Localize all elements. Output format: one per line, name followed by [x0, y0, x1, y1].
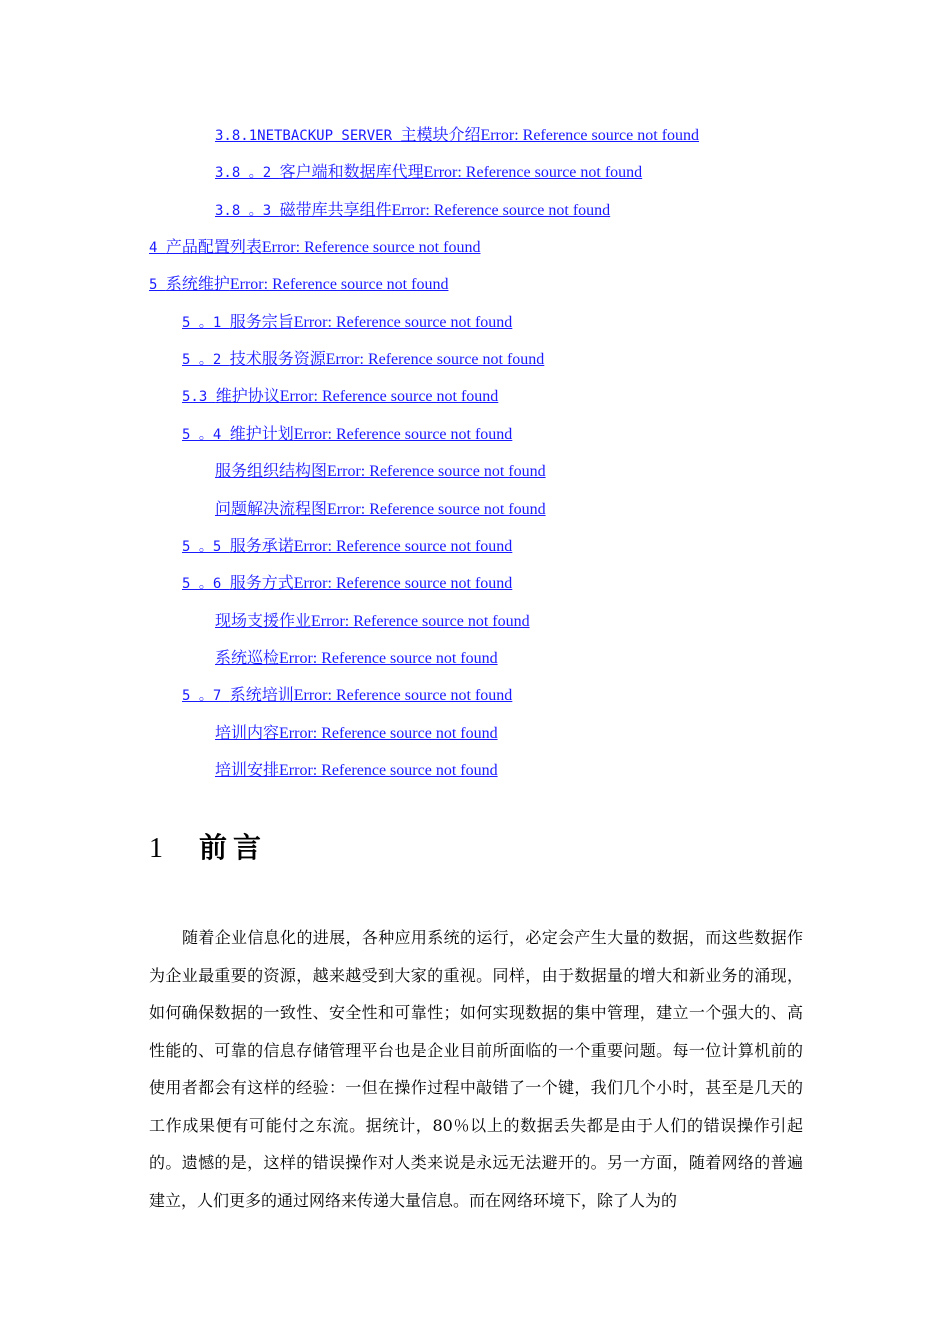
toc-entry-error: Error: Reference source not found — [293, 426, 513, 443]
toc-entry-number: 5 — [149, 277, 166, 293]
toc-entry-number: 4 — [149, 240, 166, 256]
toc-entry-number: 3.8 。2 — [215, 165, 280, 181]
toc-entry[interactable] — [182, 574, 512, 594]
toc-entry-error: Error: Reference source not found — [423, 164, 643, 181]
toc-entry[interactable] — [215, 761, 498, 781]
toc-entry-error: Error: Reference source not found — [279, 650, 498, 667]
toc-entry-number: 5 。6 — [182, 576, 230, 592]
toc-entry-title: 问题解决流程图 — [215, 501, 328, 518]
toc-entry-title: 培训安排 — [215, 762, 280, 779]
toc-entry-number: 5 。5 — [182, 539, 230, 555]
toc-entry[interactable] — [215, 612, 530, 632]
toc-entry[interactable] — [149, 275, 448, 295]
toc-entry-number: 5 。1 — [182, 315, 230, 331]
toc-entry[interactable] — [149, 238, 480, 258]
body-paragraph: 随着企业信息化的进展，各种应用系统的运行，必定会产生大量的数据，而这些数据作为企业最重要的资源，越来越受到大家的重视。同样，由于数据量的增大和新业务的涌现，如何确保数据的一致性、安全性和可靠性；如何实现数据的集中管理，建立一个强大的、高性能的、可靠的信息存储管理平台也是企业目前所面临的一个重要问题。每一位计算机前的使用者都会有这样的经验：一但在操作过程中敲错了一个键，我们几个小时，甚至是几天的工作成果便有可能付之东流。据统计，80％以上的数据丢失都是由于人们的错误操作引起的。遗憾的是，这样的错误操作对人类来说是永远无法避开的。另一方面，随着网络的普遍建立，人们更多的通过网络来传递大量信息。而在网络环境下，除了人为的 — [149, 928, 803, 1210]
toc-entry[interactable] — [215, 649, 498, 669]
toc-entry-title: 服务承诺 — [229, 538, 294, 555]
toc-entry-error: Error: Reference source not found — [229, 276, 449, 293]
toc-entry-number: 3.8 。3 — [215, 203, 280, 219]
toc-entry-title: 维护协议 — [215, 388, 280, 405]
toc-entry-title: 技术服务资源 — [229, 351, 326, 368]
toc-entry-title: 维护计划 — [229, 426, 294, 443]
toc-entry[interactable] — [182, 350, 544, 370]
toc-entry-error: Error: Reference source not found — [279, 725, 498, 742]
toc-entry-number: 3.8.1NETBACKUP SERVER — [215, 128, 401, 144]
toc-entry[interactable] — [215, 462, 546, 482]
toc-entry[interactable] — [215, 201, 610, 221]
toc-entry-number: 5 。2 — [182, 352, 230, 368]
toc-entry-error: Error: Reference source not found — [391, 202, 611, 219]
toc-entry-error: Error: Reference source not found — [293, 538, 513, 555]
toc-entry-number: 5 。4 — [182, 427, 230, 443]
section-heading — [149, 828, 267, 869]
toc-entry[interactable] — [215, 500, 546, 520]
toc-entry-number: 5 。7 — [182, 688, 230, 704]
toc-entry-title: 系统维护 — [165, 276, 230, 293]
toc-entry-error: Error: Reference source not found — [261, 239, 481, 256]
toc-entry-error: Error: Reference source not found — [293, 575, 513, 592]
toc-entry-title: 培训内容 — [215, 725, 280, 742]
toc-entry[interactable] — [182, 425, 512, 445]
toc-entry-error: Error: Reference source not found — [480, 127, 700, 144]
toc-entry-title: 产品配置列表 — [165, 239, 262, 256]
toc-entry-title: 服务宗旨 — [229, 314, 294, 331]
toc-entry-error: Error: Reference source not found — [311, 613, 530, 630]
toc-entry-error: Error: Reference source not found — [279, 388, 499, 405]
toc-entry-error: Error: Reference source not found — [279, 762, 498, 779]
toc-entry-title: 系统巡检 — [215, 650, 280, 667]
toc-entry[interactable] — [215, 724, 498, 744]
toc-entry-error: Error: Reference source not found — [325, 351, 545, 368]
toc-entry[interactable] — [182, 387, 498, 407]
toc-entry-title: 客户端和数据库代理 — [279, 164, 424, 181]
toc-entry-error: Error: Reference source not found — [327, 463, 546, 480]
toc-entry-title: 现场支援作业 — [215, 613, 312, 630]
toc-entry-title: 服务方式 — [229, 575, 294, 592]
toc-entry-title: 主模块介绍 — [400, 127, 481, 144]
toc-entry-error: Error: Reference source not found — [327, 501, 546, 518]
toc-entry-title: 服务组织结构图 — [215, 463, 328, 480]
toc-entry[interactable] — [182, 537, 512, 557]
toc-entry[interactable] — [182, 313, 512, 333]
toc-entry-title: 系统培训 — [229, 687, 294, 704]
toc-entry-error: Error: Reference source not found — [293, 687, 513, 704]
toc-entry-number: 5.3 — [182, 389, 216, 405]
toc-entry-title: 磁带库共享组件 — [279, 202, 392, 219]
toc-entry-error: Error: Reference source not found — [293, 314, 513, 331]
toc-entry[interactable] — [182, 686, 512, 706]
section-title: 前言 — [199, 831, 268, 864]
toc-entry[interactable] — [215, 126, 699, 146]
toc-entry[interactable] — [215, 163, 642, 183]
section-number: 1 — [149, 833, 163, 864]
